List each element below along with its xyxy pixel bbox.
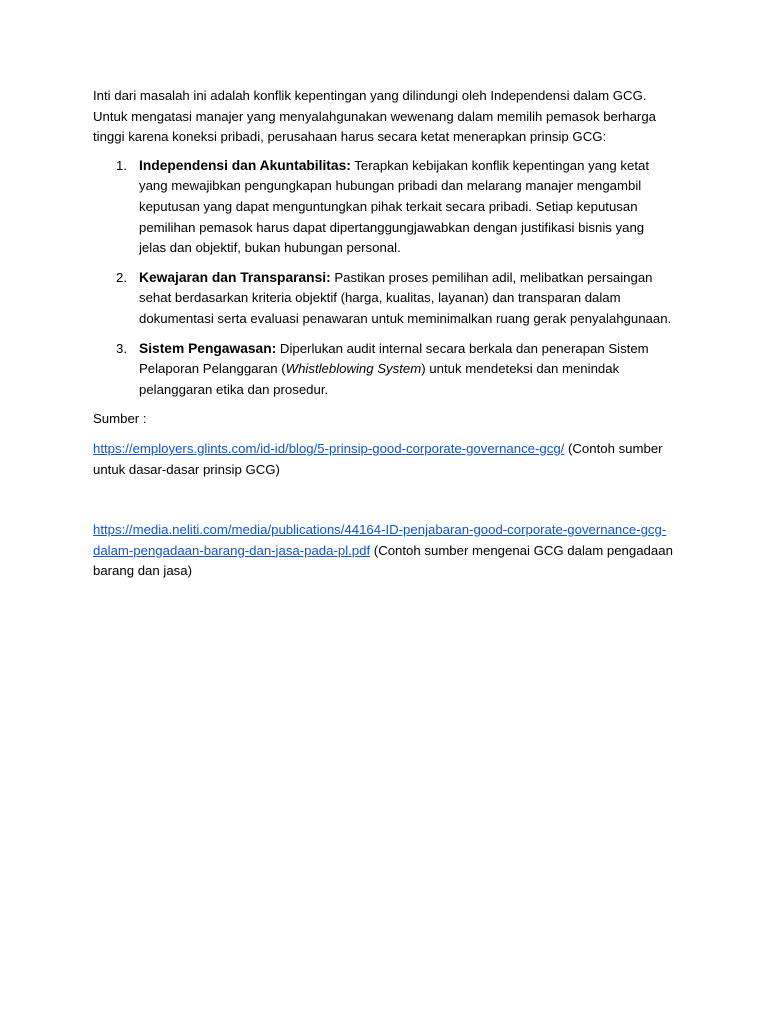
- principle-text: Terapkan kebijakan konflik kepentingan yang ketat yang mewajibkan pengungkapan hubungan pribadi dan melarang manajer mengambil keputusan yang dapat menguntungkan pihak terkait secara pribadi. Setiap keputusan pemilihan pemasok harus dapat dipertanggungjawabkan dengan justifikasi bisnis yang jelas dan objektif, bukan hubungan personal.: [139, 157, 649, 256]
- document-body: [93, 86, 673, 582]
- source-note: (Contoh sumber mengenai GCG dalam pengadaan barang dan jasa): [93, 542, 673, 579]
- sources-label: Sumber :: [93, 411, 147, 427]
- principle-text-after: ) untuk mendeteksi dan menindak pelanggaran etika dan prosedur.: [139, 361, 620, 397]
- principles-list: [93, 156, 673, 401]
- principle-term: Independensi dan Akuntabilitas:: [139, 157, 351, 173]
- list-number: 2.: [116, 269, 127, 285]
- list-number: 3.: [116, 340, 127, 356]
- source-entry: [93, 520, 673, 582]
- list-item-independensi: [93, 156, 673, 259]
- list-item-pengawasan: [93, 339, 673, 401]
- principle-text: Pastikan proses pemilihan adil, melibatkan persaingan sehat berdasarkan kriteria objektif (harga, kualitas, layanan) dan transparan dalam dokumentasi serta evaluasi penawaran untuk meminimalkan ruang gerak penyalahgunaan.: [139, 269, 672, 326]
- source-entry: [93, 439, 673, 480]
- source-note: (Contoh sumber untuk dasar-dasar prinsip GCG): [93, 440, 663, 477]
- principle-term: Kewajaran dan Transparansi:: [139, 269, 331, 285]
- list-item-kewajaran: [93, 268, 673, 330]
- principle-text-italic: Whistleblowing System: [285, 361, 422, 377]
- principle-text-before: Diperlukan audit internal secara berkala dan penerapan Sistem Pelaporan Pelanggaran (: [139, 340, 649, 377]
- intro-paragraph: Inti dari masalah ini adalah konflik kepentingan yang dilindungi oleh Independensi dalam GCG. Untuk mengatasi manajer yang menyalahgunakan wewenang dalam memilih pemasok berharga tinggi karena koneksi pribadi, perusahaan harus secara ketat menerapkan prinsip GCG:: [93, 88, 656, 145]
- principle-term: Sistem Pengawasan:: [139, 340, 277, 356]
- list-number: 1.: [116, 157, 127, 173]
- source-link-glints[interactable]: https://employers.glints.com/id-id/blog/5-prinsip-good-corporate-governance-gcg/: [93, 440, 565, 456]
- source-link-neliti[interactable]: https://media.neliti.com/media/publications/44164-ID-penjabaran-good-corporate-governance-gcg-dalam-pengadaan-barang-dan-jasa-pada-pl.pdf: [93, 522, 667, 558]
